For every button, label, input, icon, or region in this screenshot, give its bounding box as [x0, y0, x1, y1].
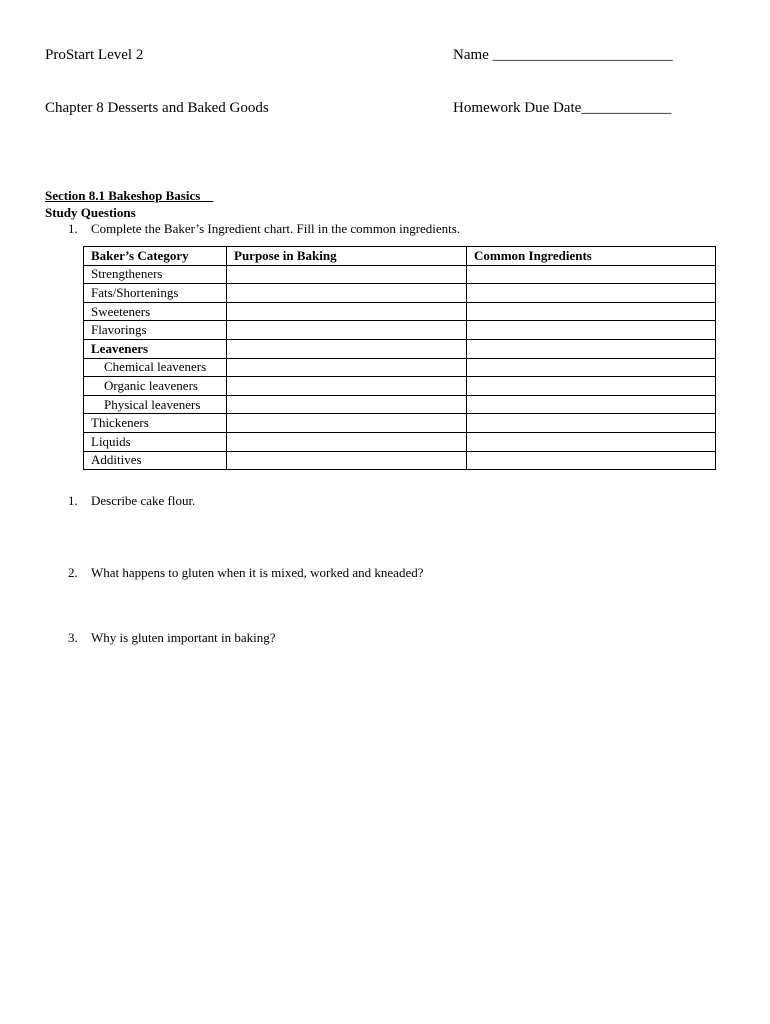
- table-row: [84, 358, 716, 377]
- purpose-cell[interactable]: [227, 265, 467, 284]
- category-cell: Sweeteners: [84, 302, 227, 321]
- intro-question-text: Complete the Baker’s Ingredient chart. Fill in the common ingredients.: [91, 221, 461, 236]
- name-field-label: Name ________________________: [453, 47, 673, 63]
- purpose-cell[interactable]: [227, 414, 467, 433]
- purpose-cell[interactable]: [227, 451, 467, 470]
- question-number: 3.: [68, 630, 78, 645]
- chapter-title: Chapter 8 Desserts and Baked Goods: [45, 100, 269, 116]
- purpose-cell[interactable]: [227, 339, 467, 358]
- section-title: Section 8.1 Bakeshop Basics__: [45, 188, 214, 203]
- question-text: What happens to gluten when it is mixed, worked and kneaded?: [91, 565, 424, 580]
- table-row: [84, 302, 716, 321]
- ingredients-cell[interactable]: [467, 377, 716, 396]
- table-row: [84, 414, 716, 433]
- category-cell: Additives: [84, 451, 227, 470]
- purpose-cell[interactable]: [227, 302, 467, 321]
- bakers-ingredient-chart: [83, 246, 716, 470]
- table-header-row: [84, 247, 716, 266]
- category-cell: Organic leaveners: [84, 377, 227, 396]
- table-row: [84, 321, 716, 340]
- ingredients-cell[interactable]: [467, 432, 716, 451]
- purpose-cell[interactable]: [227, 358, 467, 377]
- ingredients-cell[interactable]: [467, 414, 716, 433]
- category-cell: Strengtheners: [84, 265, 227, 284]
- purpose-cell[interactable]: [227, 321, 467, 340]
- course-title: ProStart Level 2: [45, 47, 144, 63]
- ingredients-cell[interactable]: [467, 265, 716, 284]
- column-header: Baker’s Category: [84, 247, 227, 266]
- column-header: Purpose in Baking: [227, 247, 467, 266]
- category-cell: Fats/Shortenings: [84, 284, 227, 303]
- table-row: [84, 284, 716, 303]
- table-row: [84, 395, 716, 414]
- section-subtitle: Study Questions: [45, 205, 136, 220]
- ingredients-cell[interactable]: [467, 339, 716, 358]
- table-row: [84, 432, 716, 451]
- purpose-cell[interactable]: [227, 395, 467, 414]
- category-cell: Flavorings: [84, 321, 227, 340]
- question-text: Describe cake flour.: [91, 493, 196, 508]
- table-row: [84, 451, 716, 470]
- table-row: [84, 339, 716, 358]
- purpose-cell[interactable]: [227, 377, 467, 396]
- table-row: [84, 265, 716, 284]
- category-cell: Thickeners: [84, 414, 227, 433]
- question-number: 2.: [68, 565, 78, 580]
- category-cell: Leaveners: [84, 339, 227, 358]
- column-header: Common Ingredients: [467, 247, 716, 266]
- category-cell: Physical leaveners: [84, 395, 227, 414]
- ingredients-cell[interactable]: [467, 302, 716, 321]
- ingredients-cell[interactable]: [467, 358, 716, 377]
- table-row: [84, 377, 716, 396]
- purpose-cell[interactable]: [227, 432, 467, 451]
- purpose-cell[interactable]: [227, 284, 467, 303]
- ingredients-cell[interactable]: [467, 395, 716, 414]
- category-cell: Chemical leaveners: [84, 358, 227, 377]
- ingredients-cell[interactable]: [467, 451, 716, 470]
- intro-question-number: 1.: [68, 221, 78, 236]
- ingredients-cell[interactable]: [467, 321, 716, 340]
- category-cell: Liquids: [84, 432, 227, 451]
- ingredients-cell[interactable]: [467, 284, 716, 303]
- question-number: 1.: [68, 493, 78, 508]
- due-date-field-label: Homework Due Date____________: [453, 100, 672, 116]
- question-text: Why is gluten important in baking?: [91, 630, 276, 645]
